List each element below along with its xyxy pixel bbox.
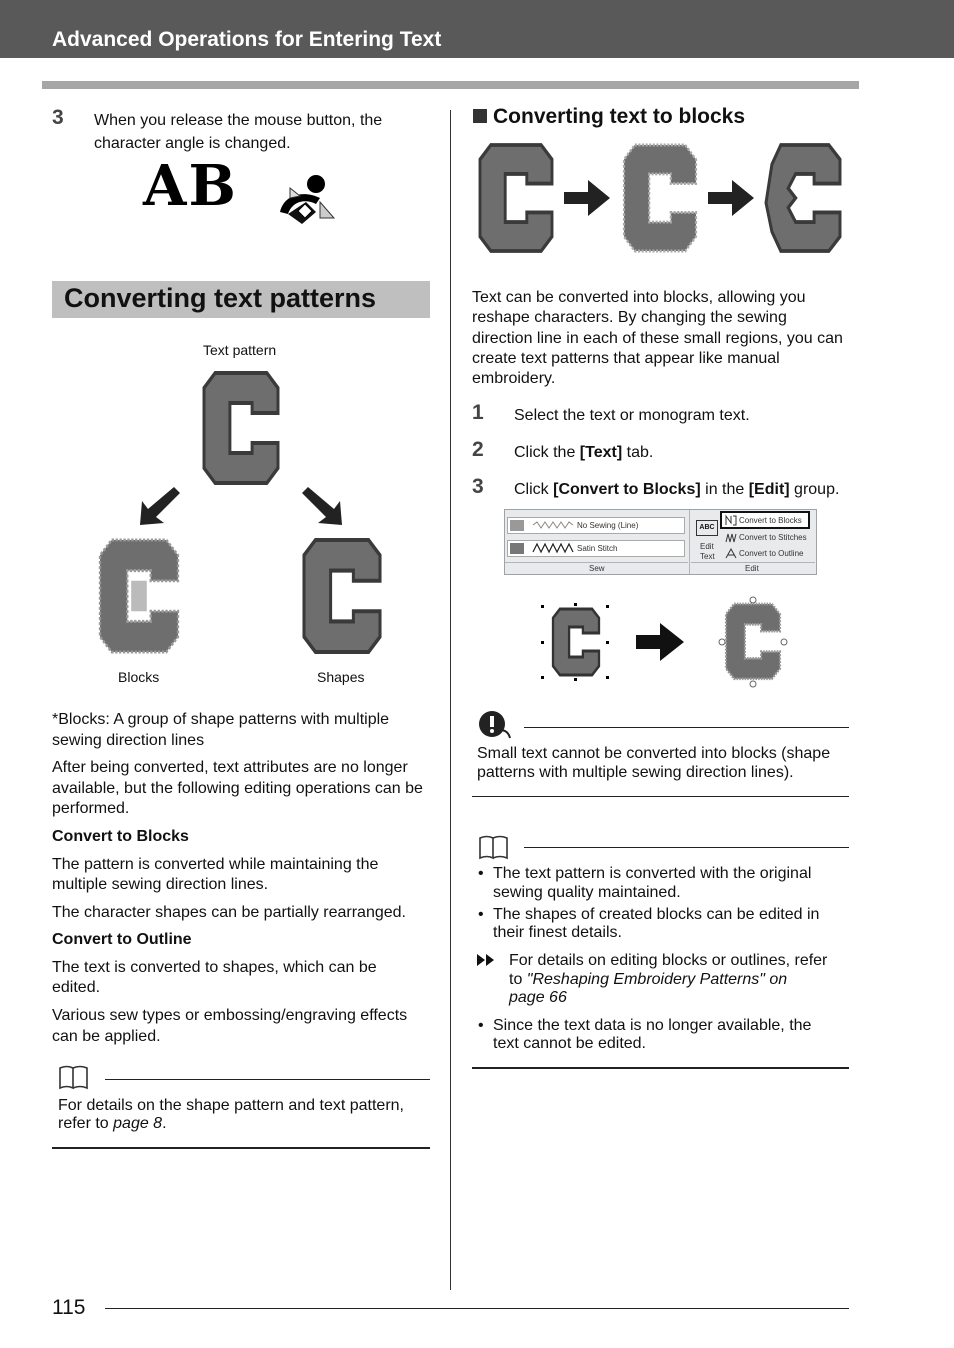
memo-note-suffix: . xyxy=(162,1115,167,1132)
step-3-text-line1: When you release the mouse button, the xyxy=(94,112,383,129)
step-2-text xyxy=(514,442,653,463)
caution-rule-top xyxy=(524,727,849,728)
memo-bullet1-line1: The text pattern is converted with the original xyxy=(493,865,812,882)
step-3r-text xyxy=(514,479,839,500)
line-color-swatch[interactable] xyxy=(510,520,524,531)
c-original-glyph xyxy=(480,145,552,251)
heading-convert-to-blocks: Convert to Blocks xyxy=(52,828,189,845)
diagram-label-blocks: Blocks xyxy=(118,669,160,685)
page-number: 115 xyxy=(52,1296,86,1319)
para-blocks-def-line2: sewing direction lines xyxy=(52,732,205,749)
arrow-down-left-icon xyxy=(138,483,180,525)
c-shapes-glyph xyxy=(304,540,380,652)
caution-line1: Small text cannot be converted into blocks (shape xyxy=(477,745,831,762)
page-header-title: Advanced Operations for Entering Text xyxy=(52,28,442,51)
arrow-right-icon-2 xyxy=(708,178,756,218)
ab-sample-text: AB xyxy=(143,153,238,219)
memo-ref-line2 xyxy=(509,970,787,989)
intro-line3: direction line in each of these small regions, you can xyxy=(472,330,843,347)
blocks-p2: The character shapes can be partially rearranged. xyxy=(52,904,406,921)
c-text-pattern-glyph xyxy=(204,373,278,483)
c-converted-glyph xyxy=(624,145,696,251)
convert-stitches-icon xyxy=(725,533,737,543)
arrow-right-icon-3 xyxy=(636,623,686,661)
ribbon-group-separator xyxy=(689,510,690,574)
ribbon-group-edit: Edit xyxy=(745,564,759,573)
diagram-label-shapes: Shapes xyxy=(317,669,365,685)
menu-convert-to-stitches[interactable]: Convert to Stitches xyxy=(739,533,807,542)
heading-convert-to-outline: Convert to Outline xyxy=(52,931,192,948)
intro-line4: create text patterns that appear like manual xyxy=(472,350,780,367)
menu-convert-to-outline[interactable]: Convert to Outline xyxy=(739,549,804,558)
memo-page-link[interactable]: page 8 xyxy=(113,1115,163,1132)
outline-p2-line2: can be applied. xyxy=(52,1028,161,1045)
step-2-pre: Click the xyxy=(514,444,580,461)
convert-blocks-icon xyxy=(725,515,737,526)
sew-region-label: Satin Stitch xyxy=(577,544,618,553)
para-after-converting-line3: performed. xyxy=(52,800,130,817)
para-after-converting-line2: available, but the following editing operations can be xyxy=(52,780,423,797)
memo-note-prefix: refer to xyxy=(58,1115,114,1132)
header-rule xyxy=(42,81,859,89)
convert-outline-icon xyxy=(725,548,737,559)
bullet-dot-2: • xyxy=(478,906,484,923)
memo-book-icon xyxy=(58,1064,90,1090)
para-after-converting-line1: After being converted, text attributes are no longer xyxy=(52,759,408,776)
selected-c-glyph xyxy=(541,603,611,683)
step-3r-number: 3 xyxy=(472,475,484,498)
sew-line-label: No Sewing (Line) xyxy=(577,521,639,530)
section-title: Converting text patterns xyxy=(64,283,377,313)
caution-rule-bottom xyxy=(472,796,849,797)
caution-icon xyxy=(478,710,512,738)
ribbon-group-divider-sew xyxy=(505,562,688,563)
outline-p1-line1: The text is converted to shapes, which can be xyxy=(52,959,377,976)
caution-line2: patterns with multiple sewing direction lines). xyxy=(477,764,794,781)
intro-line5: embroidery. xyxy=(472,370,556,387)
memo2-rule-bottom xyxy=(472,1067,849,1069)
blocks-p1-line1: The pattern is converted while maintaining the xyxy=(52,856,379,873)
intro-line1: Text can be converted into blocks, allowing you xyxy=(472,289,806,306)
column-divider xyxy=(450,110,451,1290)
step-3r-post: group. xyxy=(789,481,840,498)
memo-ref-line1: For details on editing blocks or outlines, refer xyxy=(509,952,828,969)
intro-line2: reshape characters. By changing the sewing xyxy=(472,309,787,326)
memo-bullet3-line1: Since the text data is no longer available, the xyxy=(493,1017,812,1034)
step-3-text-line2: character angle is changed. xyxy=(94,135,291,152)
outline-p1-line2: edited. xyxy=(52,979,101,996)
menu-convert-to-blocks[interactable]: Convert to Blocks xyxy=(739,516,802,525)
bullet-dot-1: • xyxy=(478,865,484,882)
memo-note-line2 xyxy=(58,1114,167,1133)
arrow-right-icon xyxy=(564,178,612,218)
rotate-handle-illustration xyxy=(270,172,342,228)
zigzag-line-icon xyxy=(533,520,573,530)
subheading-converting-blocks: Converting text to blocks xyxy=(493,105,746,128)
ribbon-group-sew: Sew xyxy=(589,564,605,573)
memo-ref-prefix: to xyxy=(509,971,527,988)
diagram-label-text-pattern: Text pattern xyxy=(203,342,277,358)
memo2-rule-top xyxy=(524,847,849,848)
memo-book-icon-2 xyxy=(478,834,510,860)
reshaping-link[interactable]: "Reshaping Embroidery Patterns" on xyxy=(526,971,788,988)
step-3r-convert-blocks: [Convert to Blocks] xyxy=(553,481,701,498)
step-2-post: tab. xyxy=(622,444,654,461)
edit-text-button-line1[interactable]: Edit xyxy=(700,542,714,551)
bullet-dot-3: • xyxy=(478,1017,484,1034)
para-blocks-def-line1: *Blocks: A group of shape patterns with multiple xyxy=(52,711,390,728)
subheading-square-icon xyxy=(473,109,487,123)
step-2-number: 2 xyxy=(472,438,484,461)
memo-bullet3-line2: text cannot be edited. xyxy=(493,1035,646,1052)
step-1-number: 1 xyxy=(472,401,484,424)
satin-stitch-icon xyxy=(533,543,573,553)
outline-p2-line1: Various sew types or embossing/engraving effects xyxy=(52,1007,408,1024)
memo-bullet2-line2: their finest details. xyxy=(493,924,622,941)
c-blocks-glyph xyxy=(100,540,178,652)
memo-bullet2-line1: The shapes of created blocks can be edited in xyxy=(493,906,820,923)
memo-rule-top xyxy=(105,1079,430,1080)
ribbon-group-divider-edit xyxy=(691,562,815,563)
step-3-number: 3 xyxy=(52,106,64,129)
c-reshaped-glyph xyxy=(766,145,840,251)
memo-rule-bottom xyxy=(52,1147,430,1149)
step-3r-pre: Click xyxy=(514,481,554,498)
region-color-swatch[interactable] xyxy=(510,543,524,554)
edit-text-abc-icon: ABC xyxy=(696,520,718,536)
step-3r-mid: in the xyxy=(700,481,749,498)
step-3r-edit-group: [Edit] xyxy=(748,481,790,498)
memo-note-line1: For details on the shape pattern and text pattern, xyxy=(58,1097,404,1114)
arrow-down-right-icon xyxy=(302,483,344,525)
memo-ref-line3[interactable]: page 66 xyxy=(509,989,567,1006)
memo-bullet1-line2: sewing quality maintained. xyxy=(493,884,681,901)
step-1-text: Select the text or monogram text. xyxy=(514,407,750,424)
converted-blocks-c-glyph xyxy=(716,594,790,690)
double-arrow-icon xyxy=(477,954,497,966)
edit-text-button-line2[interactable]: Text xyxy=(700,552,715,561)
step-2-text-tab: [Text] xyxy=(579,444,623,461)
blocks-p1-line2: multiple sewing direction lines. xyxy=(52,876,269,893)
footer-rule xyxy=(105,1308,849,1309)
